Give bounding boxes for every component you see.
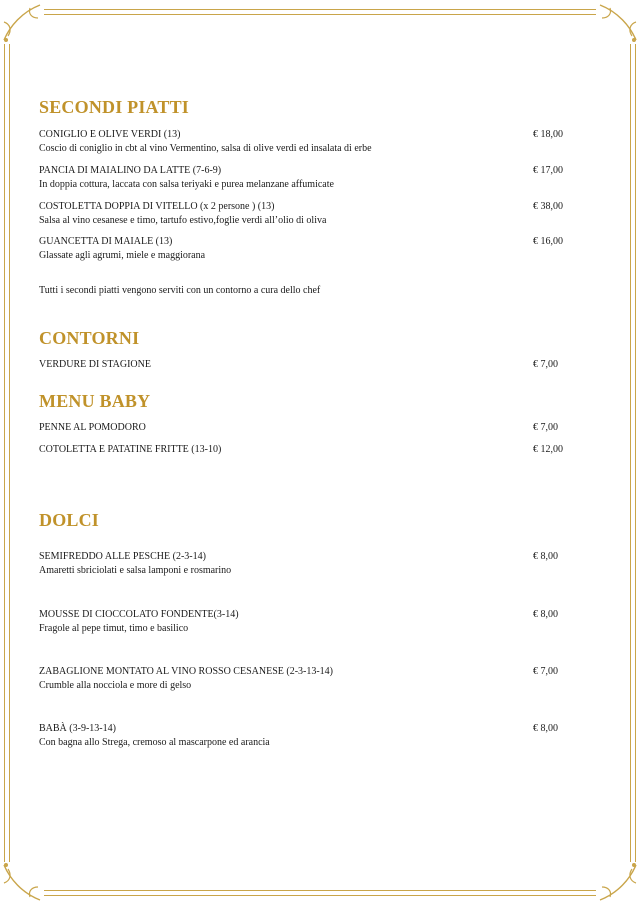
frame-bottom-outer — [44, 890, 596, 891]
menu-item — [39, 722, 567, 750]
item-description: Glassate agli agrumi, miele e maggiorana — [39, 250, 206, 261]
menu-item — [39, 665, 567, 693]
frame-right-inner — [635, 44, 636, 862]
item-price: € 7,00 — [533, 666, 558, 677]
item-price: € 7,00 — [533, 422, 558, 433]
item-price: € 17,00 — [533, 165, 563, 176]
menu-item — [39, 164, 567, 192]
corner-ornament-bottom-right-icon — [594, 859, 640, 905]
corner-ornament-top-left-icon — [0, 0, 46, 46]
section-title-dolci: DOLCI — [39, 510, 100, 530]
frame-top-inner — [44, 14, 596, 15]
item-description: Coscio di coniglio in cbt al vino Vermentino, salsa di olive verdi ed insalata di erbe — [39, 143, 372, 154]
item-name: COTOLETTA E PATATINE FRITTE (13-10) — [39, 444, 222, 455]
item-price: € 7,00 — [533, 359, 558, 370]
item-description: Crumble alla nocciola e more di gelso — [39, 680, 192, 691]
item-price: € 8,00 — [533, 551, 558, 562]
item-name: MOUSSE DI CIOCCOLATO FONDENTE(3-14) — [39, 609, 239, 620]
menu-item — [39, 235, 567, 263]
section-title-secondi: SECONDI PIATTI — [39, 97, 189, 117]
corner-ornament-top-right-icon — [594, 0, 640, 46]
item-description: Salsa al vino cesanese e timo, tartufo estivo,foglie verdi all’olio di oliva — [39, 215, 327, 226]
corner-ornament-bottom-left-icon — [0, 859, 46, 905]
item-price: € 8,00 — [533, 723, 558, 734]
item-price: € 16,00 — [533, 236, 563, 247]
item-description: Con bagna allo Strega, cremoso al mascarpone ed arancia — [39, 737, 270, 748]
menu-item — [39, 358, 567, 372]
menu-item — [39, 550, 567, 578]
item-description: Fragole al pepe timut, timo e basilico — [39, 623, 189, 634]
menu-item — [39, 128, 567, 156]
section-title-contorni: CONTORNI — [39, 328, 140, 348]
item-price: € 38,00 — [533, 201, 563, 212]
frame-right-outer — [630, 44, 631, 862]
menu-item — [39, 443, 567, 457]
frame-left-outer — [4, 44, 5, 862]
menu-item — [39, 421, 567, 435]
item-description: In doppia cottura, laccata con salsa teriyaki e purea melanzane affumicate — [39, 179, 334, 190]
item-price: € 8,00 — [533, 609, 558, 620]
item-price: € 12,00 — [533, 444, 563, 455]
item-name: VERDURE DI STAGIONE — [39, 359, 151, 370]
frame-bottom-inner — [44, 895, 596, 896]
secondi-note: Tutti i secondi piatti vengono serviti con un contorno a cura dello chef — [39, 285, 321, 296]
item-name: ZABAGLIONE MONTATO AL VINO ROSSO CESANESE (2-3-13-14) — [39, 666, 334, 677]
item-name: SEMIFREDDO ALLE PESCHE (2-3-14) — [39, 551, 206, 562]
item-price: € 18,00 — [533, 129, 563, 140]
item-name: PANCIA DI MAIALINO DA LATTE (7-6-9) — [39, 165, 222, 176]
menu-item — [39, 200, 567, 228]
frame-left-inner — [9, 44, 10, 862]
item-name: BABÀ (3-9-13-14) — [39, 723, 116, 734]
item-name: CONIGLIO E OLIVE VERDI (13) — [39, 129, 181, 140]
item-description: Amaretti sbriciolati e salsa lamponi e rosmarino — [39, 565, 232, 576]
frame-top-outer — [44, 9, 596, 10]
section-title-menu-baby: MENU BABY — [39, 391, 151, 411]
menu-item — [39, 608, 567, 636]
item-name: GUANCETTA DI MAIALE (13) — [39, 236, 173, 247]
item-name: COSTOLETTA DOPPIA DI VITELLO (x 2 persone ) (13) — [39, 201, 275, 212]
item-name: PENNE AL POMODORO — [39, 422, 146, 433]
